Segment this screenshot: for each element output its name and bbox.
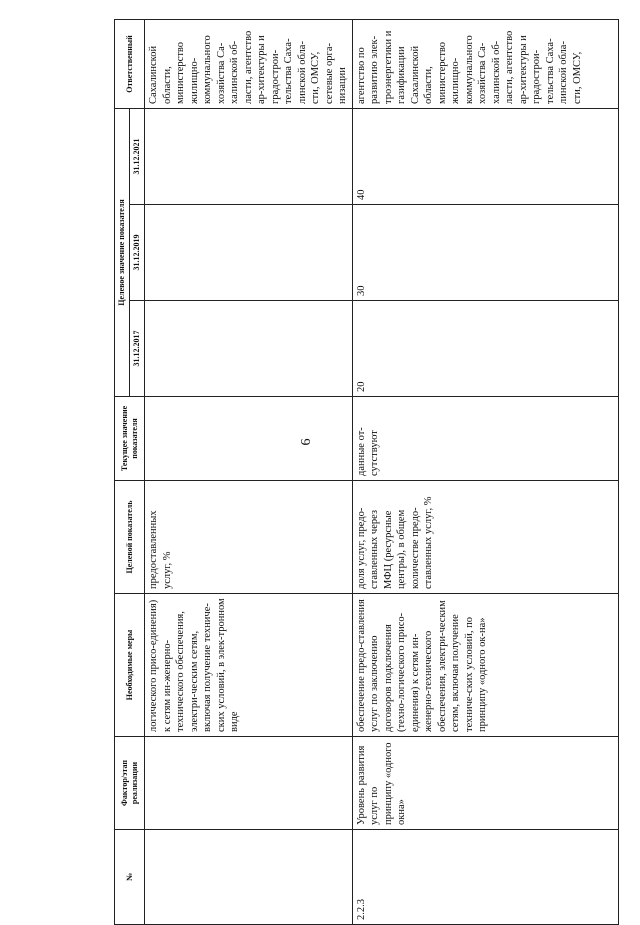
- row-responsible: Сахалинской области, министерство жилищно-коммунального хозяйства Са-халинской об-ласти, агентство ар-хитектуры и градострои-тельства Саха-линской обла-сти, ОМСУ, сетевые орга-низации: [145, 19, 353, 108]
- header-measures: Необходимые меры: [115, 594, 145, 737]
- header-responsible: Ответственный: [115, 19, 145, 108]
- row-current-value: [145, 397, 353, 481]
- row-current-value: данные от-сутствуют: [352, 397, 619, 481]
- row-indicator: предоставленных услуг, %: [145, 481, 353, 594]
- table-row: [352, 19, 619, 924]
- row-target-2021: [145, 108, 353, 204]
- header-date-2021: 31.12.2021: [130, 108, 145, 204]
- header-factor: Фактор/этап реализации: [115, 737, 145, 830]
- row-measures: логического присо-единения) к сетям ин-женерно-технического обеспечения, электри-ческим сетям, включая получение техниче-ских условий, в элек-тронном виде: [145, 594, 353, 737]
- header-date-2017: 31.12.2017: [130, 301, 145, 397]
- row-number: 2.2.3: [352, 830, 619, 925]
- row-indicator: доля услуг, предо-ставленных через МФЦ (ресурсные центры), в общем количестве предо-ставленных услуг, %: [352, 481, 619, 594]
- header-current: Текущее значение показателя: [115, 397, 145, 481]
- header-target-group: Целевое значение показателя: [115, 108, 130, 396]
- header-date-2019: 31.12.2019: [130, 205, 145, 301]
- header-indicator: Целевой показатель: [115, 481, 145, 594]
- row-responsible: агентство по развитию элек-троэнергетики и газификации Сахалинской области, министерство жилищно-коммунального хозяйства Са-халинской об-ласти, агентство ар-хитектуры и градострои-тельства Саха-линской обла-сти, ОМСУ,: [352, 19, 619, 108]
- row-target-2019: 30: [352, 205, 619, 301]
- row-target-2017: [145, 301, 353, 397]
- page-number: 6: [299, 438, 314, 446]
- table-frame: [114, 20, 619, 925]
- row-measures: обеспечение предо-ставления услуг по заключению договоров подключения (техно-логического присо-единения) к сетям ин-женерно-технического обеспечения, электри-ческим сетям, включая получение техниче-ских условий, по принципу «одного ок-на»: [352, 594, 619, 737]
- row-target-2019: [145, 205, 353, 301]
- row-factor: [145, 737, 353, 830]
- row-number: [145, 830, 353, 925]
- row-target-2017: 20: [352, 301, 619, 397]
- table-row: [145, 19, 353, 924]
- header-no: №: [115, 830, 145, 925]
- measures-table: [114, 19, 619, 925]
- row-factor: Уровень развития услуг по принципу «одного окна»: [352, 737, 619, 830]
- row-target-2021: 40: [352, 108, 619, 204]
